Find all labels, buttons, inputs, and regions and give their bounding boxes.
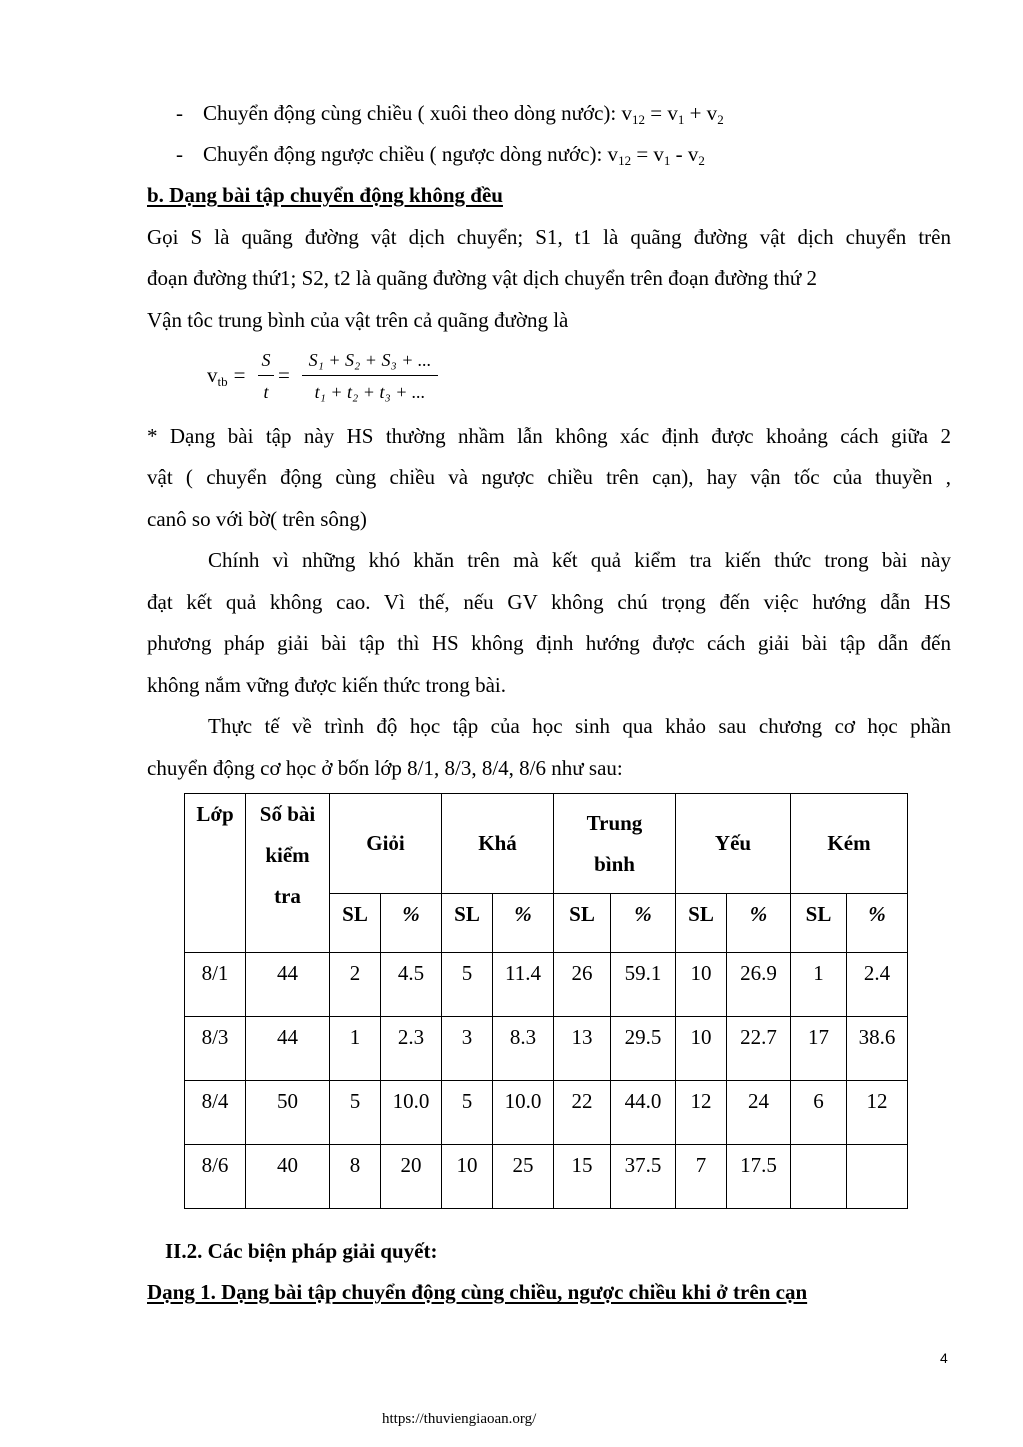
para2-line1: Chính vì những khó khăn trên mà kết quả kiểm tra kiến thức trong bài này	[208, 548, 951, 572]
cell-percent	[847, 1145, 908, 1209]
cell-percent: 22.7	[727, 1017, 791, 1081]
bullet-text: Chuyển động cùng chiều ( xuôi theo dòng nước): v	[203, 101, 632, 125]
frac1-bar	[258, 375, 274, 376]
subscript: 12	[618, 153, 632, 168]
cell-count: 1	[330, 1017, 381, 1081]
header-group-yeu: Yếu	[676, 794, 791, 894]
formula-lhs	[207, 363, 246, 389]
subheader-sl: SL	[791, 894, 847, 953]
dang1-heading: Dạng 1. Dạng bài tập chuyển động cùng chiều, ngược chiều khi ở trên cạn	[147, 1280, 808, 1304]
formula-equals-2: =	[278, 363, 290, 387]
cell-test-count: 44	[246, 1017, 330, 1081]
cell-count: 3	[442, 1017, 493, 1081]
cell-class: 8/3	[185, 1017, 246, 1081]
cell-count: 10	[676, 953, 727, 1017]
cell-class: 8/1	[185, 953, 246, 1017]
para3-line1: Thực tế về trình độ học tập của học sinh qua khảo sau chương cơ học phần	[208, 714, 951, 738]
bullet-dash: -	[176, 101, 183, 125]
frac2-numerator: S₁ + S₂ + S₃ + ...	[308, 350, 432, 370]
bullet-dash: -	[176, 142, 183, 166]
operator-text: - v	[670, 142, 699, 166]
table-row	[185, 953, 908, 1017]
para1-line1: Gọi S là quãng đường vật dịch chuyển; S1, t1 là quãng đường vật dịch chuyển trên	[147, 225, 951, 249]
cell-count: 5	[442, 953, 493, 1017]
subheader-sl: SL	[442, 894, 493, 953]
subheader-pct: %	[493, 894, 554, 953]
equals-text: = v	[645, 101, 678, 125]
cell-count: 13	[554, 1017, 611, 1081]
cell-percent: 8.3	[493, 1017, 554, 1081]
note-line3: canô so với bờ( trên sông)	[147, 507, 367, 531]
header-row	[185, 794, 908, 894]
cell-percent: 10.0	[493, 1081, 554, 1145]
cell-percent: 24	[727, 1081, 791, 1145]
cell-count: 6	[791, 1081, 847, 1145]
equals-text: = v	[631, 142, 664, 166]
para2-line4: không nắm vững được kiến thức trong bài.	[147, 673, 507, 697]
header-group-kha: Khá	[442, 794, 554, 894]
bullet-opposite-direction	[176, 142, 705, 168]
subheader-pct: %	[381, 894, 442, 953]
formula-equals: =	[233, 363, 246, 387]
subheader-pct: %	[611, 894, 676, 953]
para2-line3: phương pháp giải bài tập thì HS không định hướng được cách giải bài tập dẫn đến	[147, 631, 951, 655]
para1-line2: đoạn đường thứ1; S2, t2 là quãng đường vật dịch chuyển trên đoạn đường thứ 2	[147, 266, 817, 290]
cell-count: 22	[554, 1081, 611, 1145]
table-row	[185, 1145, 908, 1209]
header-group-kem: Kém	[791, 794, 908, 894]
bullet-text: Chuyển động ngược chiều ( ngược dòng nước): v	[203, 142, 619, 166]
cell-percent: 11.4	[493, 953, 554, 1017]
header-class: Lớp	[185, 794, 246, 953]
subheader-sl: SL	[554, 894, 611, 953]
footer-url: https://thuviengiaoan.org/	[382, 1411, 537, 1427]
cell-percent: 37.5	[611, 1145, 676, 1209]
frac1-numerator: S	[261, 350, 271, 370]
section-heading: II.2. Các biện pháp giải quyết:	[165, 1239, 438, 1263]
cell-percent: 26.9	[727, 953, 791, 1017]
note-line1: * Dạng bài tập này HS thường nhầm lẫn không xác định được khoảng cách giữa 2	[147, 424, 951, 448]
page-number: 4	[940, 1350, 948, 1366]
cell-test-count: 44	[246, 953, 330, 1017]
cell-test-count: 50	[246, 1081, 330, 1145]
subheader-pct: %	[727, 894, 791, 953]
cell-count: 10	[442, 1145, 493, 1209]
cell-test-count: 40	[246, 1145, 330, 1209]
subscript: 12	[632, 112, 645, 127]
frac1-denominator: t	[263, 382, 269, 402]
cell-percent: 29.5	[611, 1017, 676, 1081]
bullet-same-direction	[176, 101, 724, 127]
para2-line2: đạt kết quả không cao. Vì thế, nếu GV không chú trọng đến việc hướng dẫn HS	[147, 590, 951, 614]
cell-count: 1	[791, 953, 847, 1017]
grades-table	[184, 793, 908, 1209]
cell-percent: 12	[847, 1081, 908, 1145]
cell-count	[791, 1145, 847, 1209]
table-row	[185, 1017, 908, 1081]
para1-line3: Vận tôc trung bình của vật trên cả quãng đường là	[147, 308, 569, 332]
header-group-trung-binh: Trung bình	[554, 794, 676, 894]
formula-v: v	[207, 363, 218, 387]
cell-count: 8	[330, 1145, 381, 1209]
cell-count: 10	[676, 1017, 727, 1081]
cell-count: 2	[330, 953, 381, 1017]
heading-nonuniform-motion: b. Dạng bài tập chuyển động không đều	[147, 183, 503, 207]
cell-percent: 17.5	[727, 1145, 791, 1209]
table-body	[185, 953, 908, 1209]
subheader-pct: %	[847, 894, 908, 953]
cell-class: 8/4	[185, 1081, 246, 1145]
subscript: 2	[717, 112, 724, 127]
cell-percent: 2.3	[381, 1017, 442, 1081]
cell-count: 5	[330, 1081, 381, 1145]
table-row	[185, 1081, 908, 1145]
subheader-sl: SL	[676, 894, 727, 953]
header-group-gioi: Giỏi	[330, 794, 442, 894]
frac2-bar	[302, 375, 438, 376]
cell-percent: 20	[381, 1145, 442, 1209]
cell-class: 8/6	[185, 1145, 246, 1209]
subscript: 1	[677, 112, 685, 127]
cell-percent: 4.5	[381, 953, 442, 1017]
cell-count: 26	[554, 953, 611, 1017]
cell-percent: 59.1	[611, 953, 676, 1017]
subscript: 2	[698, 153, 705, 168]
operator-text: + v	[684, 101, 718, 125]
header-tests: Số bài kiểm tra	[246, 794, 330, 953]
cell-percent: 10.0	[381, 1081, 442, 1145]
cell-count: 7	[676, 1145, 727, 1209]
subheader-sl: SL	[330, 894, 381, 953]
cell-percent: 25	[493, 1145, 554, 1209]
subscript: 1	[663, 153, 671, 168]
cell-count: 12	[676, 1081, 727, 1145]
note-line2: vật ( chuyển động cùng chiều và ngược chiều trên cạn), hay vận tốc của thuyền ,	[147, 465, 951, 489]
frac2-denominator: t₁ + t₂ + t₃ + ...	[314, 382, 426, 402]
cell-count: 17	[791, 1017, 847, 1081]
cell-count: 5	[442, 1081, 493, 1145]
cell-count: 15	[554, 1145, 611, 1209]
para3-line2: chuyển động cơ học ở bốn lớp 8/1, 8/3, 8/4, 8/6 như sau:	[147, 756, 623, 780]
cell-percent: 38.6	[847, 1017, 908, 1081]
formula-sub: tb	[217, 374, 228, 389]
cell-percent: 2.4	[847, 953, 908, 1017]
cell-percent: 44.0	[611, 1081, 676, 1145]
